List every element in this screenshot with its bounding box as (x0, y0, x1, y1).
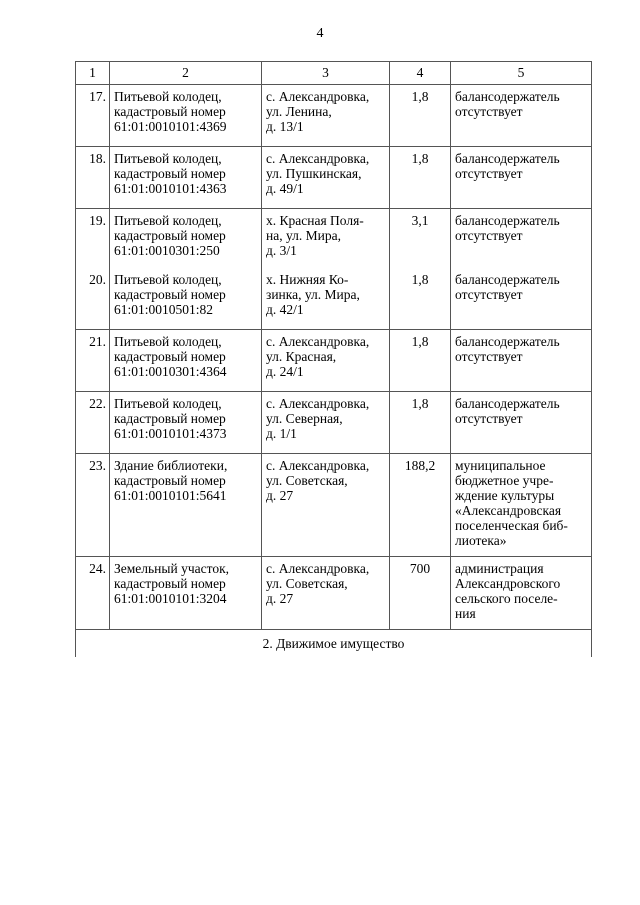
object-address: с. Александровка, ул. Советская, д. 27 (262, 557, 390, 630)
object-area: 1,8 (390, 392, 451, 454)
object-area: 188,2 (390, 454, 451, 557)
object-name: Питьевой колодец, кадастровый номер 61:01:0010101:4369 (110, 85, 262, 147)
property-registry-table (75, 61, 592, 657)
object-address: с. Александровка, ул. Пушкинская, д. 49/1 (262, 147, 390, 209)
table-row (76, 209, 592, 273)
object-address: с. Александровка, ул. Красная, д. 24/1 (262, 330, 390, 392)
balance-holder: балансодержатель отсутствует (451, 392, 592, 454)
table-row (76, 557, 592, 630)
column-header: 5 (451, 62, 592, 85)
object-area: 1,8 (390, 330, 451, 392)
balance-holder: балансодержатель отсутствует (451, 272, 592, 330)
balance-holder: муниципальное бюджетное учре- ждение культуры «Александровская поселенческая биб- лиотека» (451, 454, 592, 557)
table-row (76, 85, 592, 147)
row-number: 21. (76, 330, 110, 392)
page-number: 4 (316, 26, 324, 41)
row-number: 19. (76, 209, 110, 273)
table-header-row (76, 62, 592, 85)
object-address: х. Нижняя Ко- зинка, ул. Мира, д. 42/1 (262, 272, 390, 330)
balance-holder: балансодержатель отсутствует (451, 147, 592, 209)
object-name: Питьевой колодец, кадастровый номер 61:01:0010301:4364 (110, 330, 262, 392)
object-area: 1,8 (390, 147, 451, 209)
column-header: 3 (262, 62, 390, 85)
row-number: 17. (76, 85, 110, 147)
row-number: 20. (76, 272, 110, 330)
section-heading: 2. Движимое имущество (76, 630, 592, 658)
column-header: 1 (76, 62, 110, 85)
object-name: Питьевой колодец, кадастровый номер 61:01:0010101:4363 (110, 147, 262, 209)
balance-holder: администрация Александровского сельского поселе- ния (451, 557, 592, 630)
object-name: Здание библиотеки, кадастровый номер 61:01:0010101:5641 (110, 454, 262, 557)
column-header: 4 (390, 62, 451, 85)
table-row (76, 454, 592, 557)
row-number: 18. (76, 147, 110, 209)
object-area: 1,8 (390, 85, 451, 147)
table-row (76, 147, 592, 209)
row-number: 23. (76, 454, 110, 557)
object-area: 700 (390, 557, 451, 630)
object-address: с. Александровка, ул. Северная, д. 1/1 (262, 392, 390, 454)
balance-holder: балансодержатель отсутствует (451, 209, 592, 273)
table-row (76, 272, 592, 330)
object-address: х. Красная Поля- на, ул. Мира, д. 3/1 (262, 209, 390, 273)
row-number: 24. (76, 557, 110, 630)
object-name: Земельный участок, кадастровый номер 61:01:0010101:3204 (110, 557, 262, 630)
column-header: 2 (110, 62, 262, 85)
table-row (76, 392, 592, 454)
object-area: 3,1 (390, 209, 451, 273)
object-area: 1,8 (390, 272, 451, 330)
row-number: 22. (76, 392, 110, 454)
table-row (76, 330, 592, 392)
object-address: с. Александровка, ул. Советская, д. 27 (262, 454, 390, 557)
object-name: Питьевой колодец, кадастровый номер 61:01:0010501:82 (110, 272, 262, 330)
object-name: Питьевой колодец, кадастровый номер 61:01:0010301:250 (110, 209, 262, 273)
object-address: с. Александровка, ул. Ленина, д. 13/1 (262, 85, 390, 147)
section-heading-row (76, 630, 592, 658)
balance-holder: балансодержатель отсутствует (451, 330, 592, 392)
balance-holder: балансодержатель отсутствует (451, 85, 592, 147)
object-name: Питьевой колодец, кадастровый номер 61:01:0010101:4373 (110, 392, 262, 454)
